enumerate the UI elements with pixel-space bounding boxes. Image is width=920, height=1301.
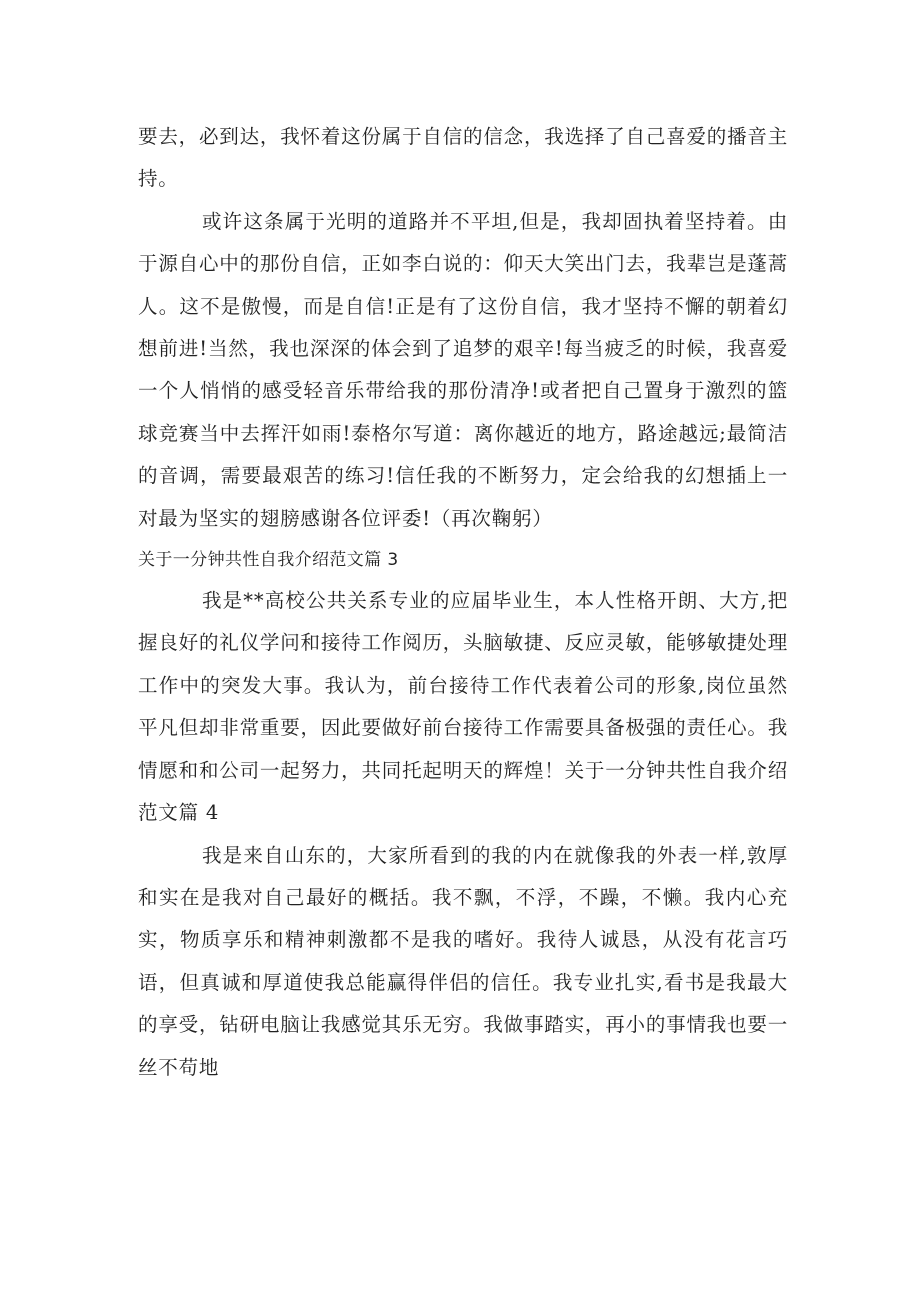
paragraph-1: 要去，必到达，我怀着这份属于自信的信念，我选择了自己喜爱的播音主持。 [138,125,788,191]
document-body [138,116,788,1089]
paragraph-4: 我是来自山东的，大家所看到的我的内在就像我的外表一样,敦厚和实在是我对自己最好的概括。我不飘，不浮，不躁，不懒。我内心充实，物质享乐和精神刺激都不是我的嗜好。我待人诚恳，从没有花言巧语，但真诚和厚道使我总能赢得伴侣的信任。我专业扎实,看书是我最大的享受，钻研电脑让我感觉其乐无穷。我做事踏实，再小的事情我也要一丝不苟地 [138,843,788,1079]
paragraph-2: 或许这条属于光明的道路并不平坦,但是，我却固执着坚持着。由于源自心中的那份自信，正如李白说的：仰天大笑出门去，我辈岂是蓬蒿人。这不是傲慢，而是自信!正是有了这份自信，我才坚持不懈的朝着幻想前进!当然，我也深深的体会到了追梦的艰辛!每当疲乏的时候，我喜爱一个人悄悄的感受轻音乐带给我的那份清净!或者把自己置身于激烈的篮球竞赛当中去挥汗如雨!泰格尔写道：离你越近的地方，路途越远;最简洁的音调，需要最艰苦的练习!信任我的不断努力，定会给我的幻想插上一对最为坚实的翅膀感谢各位评委!（再次鞠躬） [138,209,788,530]
paragraph-3: 我是**高校公共关系专业的应届毕业生，本人性格开朗、大方,把握良好的礼仪学问和接待工作阅历，头脑敏捷、反应灵敏，能够敏捷处理工作中的突发大事。我认为，前台接待工作代表着公司的形象,岗位虽然平凡但却非常重要，因此要做好前台接待工作需要具备极强的责任心。我情愿和和公司一起努力，共同托起明天的辉煌！关于一分钟共性自我介绍范文篇 4 [138,589,788,825]
section-heading-3: 关于一分钟共性自我介绍范文篇 3 [138,550,399,571]
